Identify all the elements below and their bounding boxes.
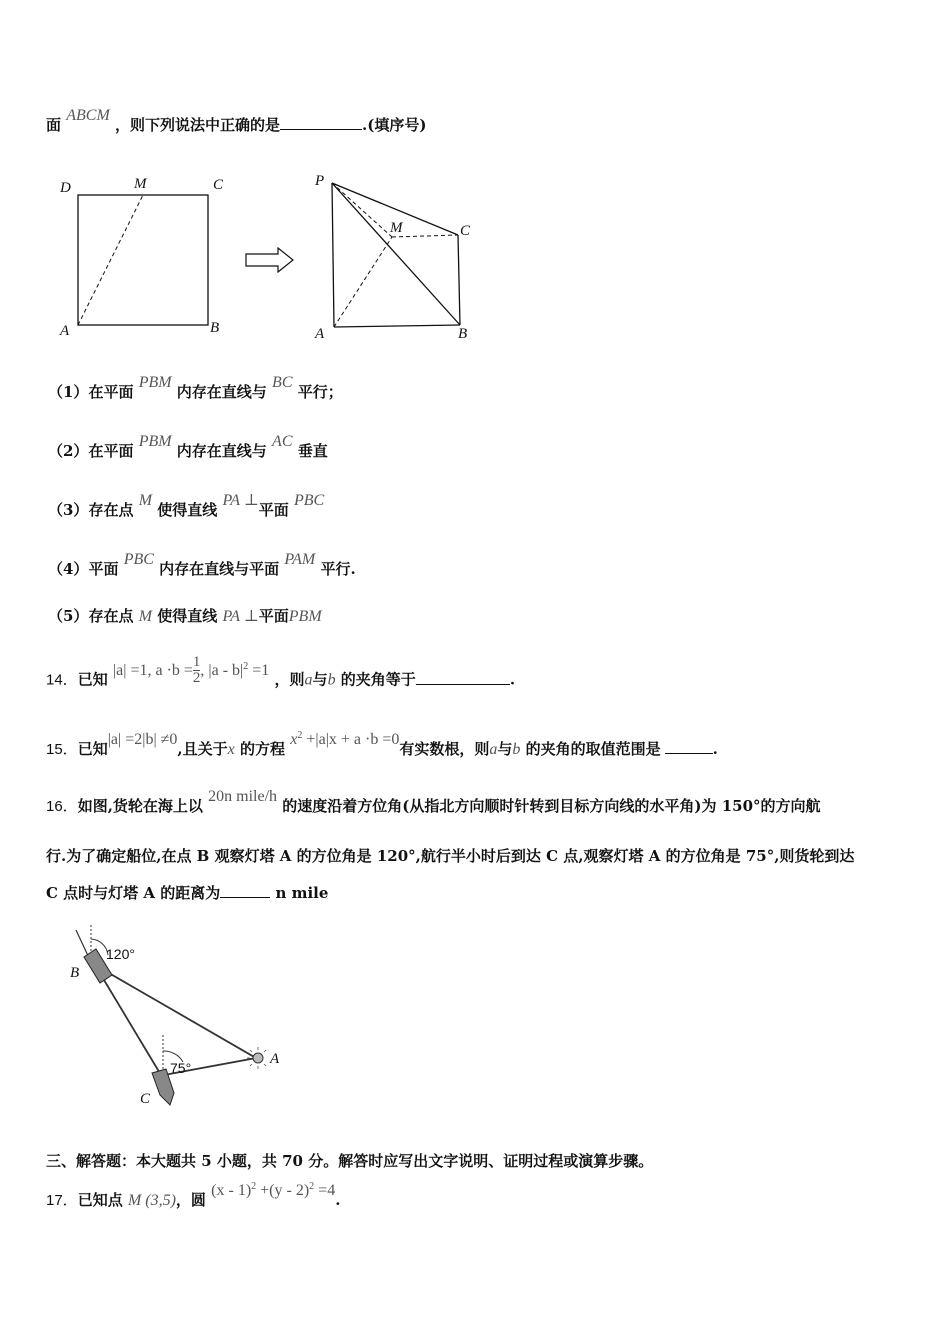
q13-tail-end: .(填序号) <box>362 116 427 134</box>
option-math: BC <box>272 374 293 391</box>
vector-b: b <box>512 741 521 758</box>
q13-option-5 <box>48 606 322 627</box>
q15-equation: x <box>290 731 298 748</box>
q14-text: 与 <box>312 670 328 689</box>
option-text: 平行； <box>297 383 343 401</box>
q15-text: 的夹角的取值范围是 <box>525 740 661 758</box>
angle-120-label: 120° <box>106 946 135 962</box>
vector-b: b <box>327 671 336 689</box>
option-math: PAM <box>284 551 316 568</box>
q17-superscript: 2 <box>251 1181 257 1192</box>
q14-text: ，则 <box>274 670 305 689</box>
q14-line <box>46 654 516 696</box>
lighthouse-icon <box>253 1053 263 1063</box>
q15-text: . <box>712 740 718 758</box>
question-number: 16． <box>46 798 78 815</box>
pyramid-figure <box>310 165 485 345</box>
q17-equation: =4 <box>314 1182 336 1199</box>
vector-a: a <box>489 741 498 758</box>
label-m2: M <box>390 220 403 236</box>
option-text: 使得直线 <box>157 501 218 519</box>
q14-superscript: 2 <box>243 660 249 672</box>
transform-arrow-icon <box>243 245 298 275</box>
q15-text: 与 <box>497 740 513 758</box>
label-a: A <box>60 323 70 339</box>
q15-text: 的方程 <box>240 740 286 758</box>
q17-equation: +(y - 2) <box>256 1182 310 1199</box>
label-c3: C <box>140 1091 151 1107</box>
question-number: 17． <box>46 1192 78 1209</box>
q17-superscript: 2 <box>309 1181 315 1192</box>
q14-answer-blank <box>416 670 510 685</box>
option-math: PBM <box>138 374 172 391</box>
option-text: 存在点 <box>88 607 134 625</box>
option-text: 平行. <box>320 560 356 578</box>
label-b2: B <box>458 326 468 342</box>
angle-75-label: 75° <box>170 1060 192 1076</box>
q14-text: 的夹角等于 <box>340 670 416 689</box>
option-text: 平面 <box>88 560 119 578</box>
q15-superscript: 2 <box>297 730 303 741</box>
option-number: （2） <box>48 442 89 460</box>
q13-tail-pre: 面 <box>46 116 62 134</box>
q15-text: 已知 <box>77 740 108 758</box>
label-b: B <box>210 320 220 336</box>
q15-text: ,且关于 <box>177 740 228 758</box>
option-math: M <box>138 492 153 509</box>
q17-text: . <box>335 1191 341 1209</box>
q15-equation: +|a|x + a ·b =0 <box>302 731 400 748</box>
option-number: （4） <box>48 560 89 578</box>
q13-plane-math: ABCM <box>66 107 110 124</box>
option-number: （1） <box>48 383 89 401</box>
option-math: PA ⊥ <box>222 492 259 509</box>
label-d: D <box>60 180 71 196</box>
option-text: 内存在直线与 <box>176 383 267 401</box>
q15-line <box>46 730 718 760</box>
q16-text: 的速度沿着方位角(从指北方向顺时针转到目标方向线的水平角)为 150°的方向航 <box>282 797 821 815</box>
q16-answer-blank <box>220 883 270 898</box>
option-number: （5） <box>48 607 89 625</box>
q13-tail-line <box>46 107 427 136</box>
option-math: PA ⊥ <box>222 608 259 625</box>
option-math: PBM <box>138 433 172 450</box>
q13-option-4 <box>48 551 356 580</box>
vector-a: a <box>304 671 313 689</box>
option-math: PBC <box>294 492 325 509</box>
option-math: PBC <box>123 551 154 568</box>
q13-option-1 <box>48 374 343 403</box>
option-text: 平面 <box>258 501 289 519</box>
q17-equation: (x - 1) <box>211 1182 252 1199</box>
q17-point: M (3,5) <box>127 1192 176 1209</box>
option-number: （3） <box>48 501 89 519</box>
section-3-heading: 三、解答题：本大题共 5 小题，共 70 分。解答时应写出文字说明、证明过程或演算步骤。 <box>46 1152 654 1170</box>
path-ba <box>95 965 256 1058</box>
option-math: PBM <box>288 608 322 625</box>
q16-line-3 <box>46 883 328 903</box>
label-a2: A <box>315 326 325 342</box>
option-text: 在平面 <box>88 442 134 460</box>
q14-text: 已知 <box>77 670 108 689</box>
dashed-am-line <box>78 195 143 325</box>
square-outline <box>78 195 208 325</box>
variable-x: x <box>227 741 235 758</box>
label-b3: B <box>70 965 80 981</box>
q17-text: 已知点 <box>77 1191 123 1209</box>
q16-speed: 20n mile/h <box>208 788 278 805</box>
q17-text: ，圆 <box>175 1191 206 1209</box>
q14-condition-math: |a| =1, a ·b = <box>112 661 193 679</box>
path-bc <box>95 965 164 1080</box>
option-math: M <box>138 608 153 625</box>
question-number: 15． <box>46 741 78 758</box>
q14-condition-math: , |a - b| <box>200 661 244 679</box>
option-text: 使得直线 <box>157 607 218 625</box>
q15-answer-blank <box>665 739 713 754</box>
option-math: AC <box>272 433 293 450</box>
label-p: P <box>315 173 325 189</box>
option-text: 平面 <box>258 607 289 625</box>
q14-condition-math: =1 <box>248 661 270 679</box>
label-a3: A <box>270 1051 280 1067</box>
q13-answer-blank <box>280 115 362 130</box>
q15-condition-math: |a| =2|b| ≠0 <box>107 731 178 748</box>
fraction-numerator: 1 <box>192 654 201 670</box>
square-figure <box>50 170 240 345</box>
q16-text: 如图,货轮在海上以 <box>77 797 203 815</box>
q16-text: C 点时与灯塔 A 的距离为 <box>46 884 221 902</box>
fraction-denominator: 2 <box>192 670 201 686</box>
option-text: 内存在直线与平面 <box>159 560 280 578</box>
q13-tail-text: ，则下列说法中正确的是 <box>115 116 281 134</box>
question-number: 14． <box>46 671 78 689</box>
option-text: 在平面 <box>88 383 134 401</box>
navigation-figure <box>62 925 302 1110</box>
q16-line-2: 行.为了确定船位,在点 B 观察灯塔 A 的方位角是 120°,航行半小时后到达 C 点,观察灯塔 A 的方位角是 75°,则货轮到达 <box>46 847 855 865</box>
q15-text: 有实数根，则 <box>399 740 490 758</box>
q16-text: n mile <box>275 884 329 902</box>
q13-option-3 <box>48 492 325 521</box>
label-m: M <box>134 176 147 192</box>
option-text: 垂直 <box>297 442 328 460</box>
q16-line-1 <box>46 788 821 817</box>
option-text: 存在点 <box>88 501 134 519</box>
label-c: C <box>213 177 224 193</box>
q13-option-2 <box>48 433 328 462</box>
option-text: 内存在直线与 <box>176 442 267 460</box>
q14-text: . <box>509 670 516 689</box>
label-c2: C <box>460 223 471 239</box>
q17-line <box>46 1181 341 1211</box>
